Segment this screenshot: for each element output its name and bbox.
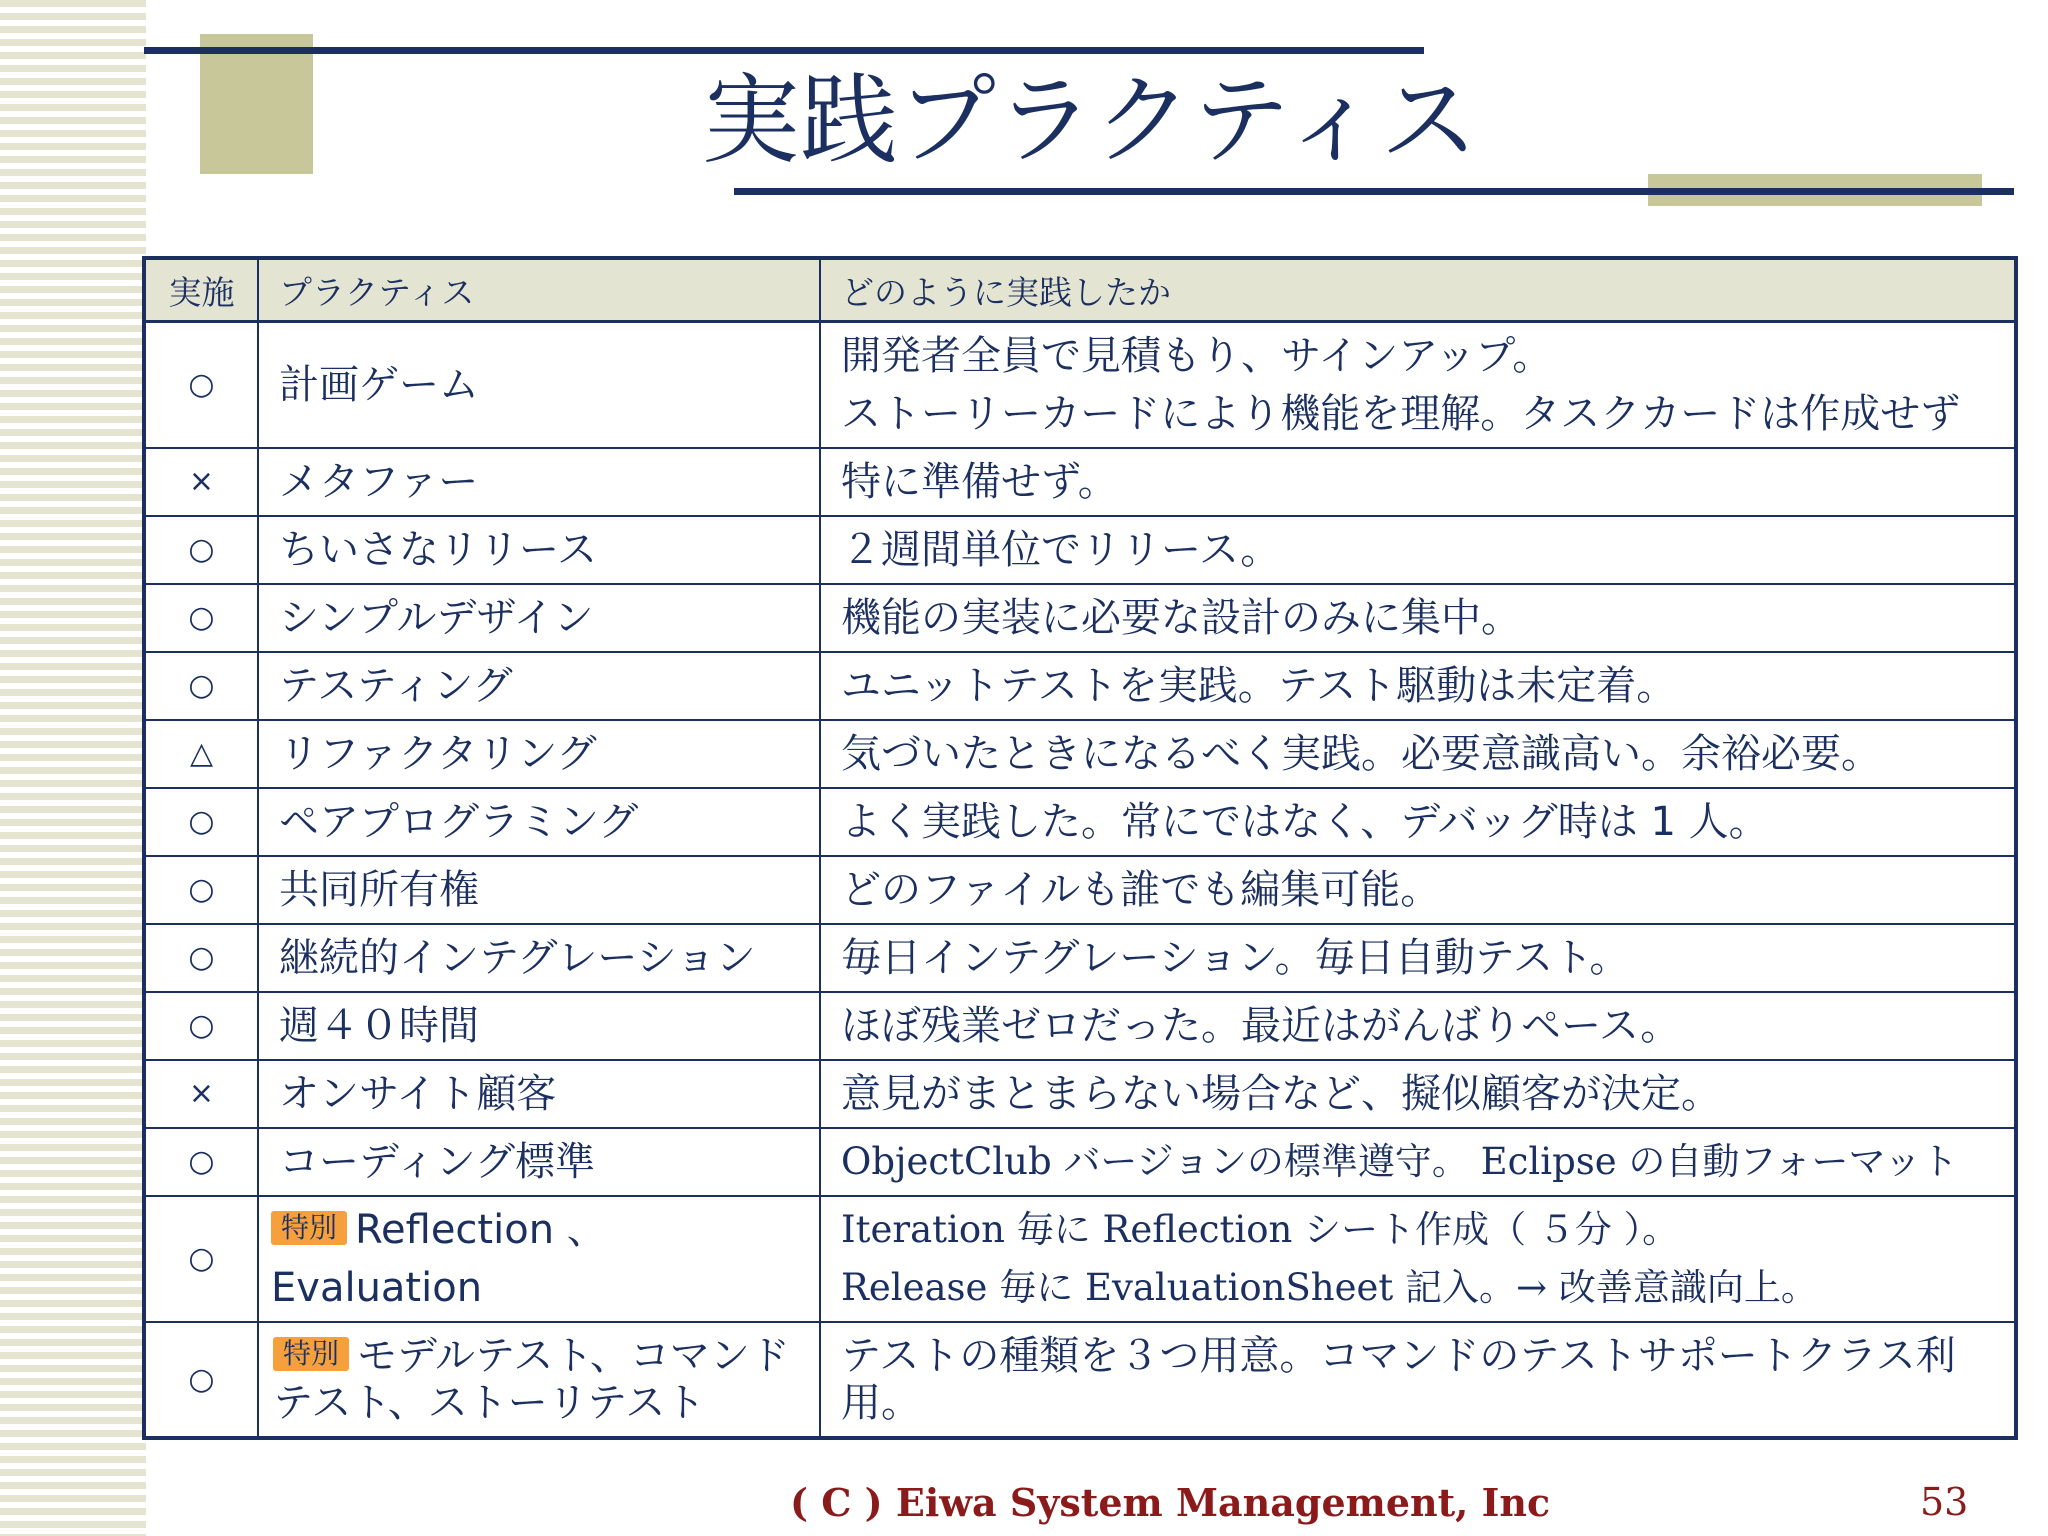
status-cell: ○ xyxy=(144,1322,258,1438)
status-cell: ○ xyxy=(144,516,258,584)
header-status: 実施 xyxy=(144,258,258,322)
practice-description: 気づいたときになるべく実践。必要意識高い。余裕必要。 xyxy=(820,720,2016,788)
practice-name: ペアプログラミング xyxy=(258,788,820,856)
slide-title: 実践プラクティス xyxy=(701,64,1479,178)
title-top-rule xyxy=(144,47,1424,54)
status-cell: ○ xyxy=(144,788,258,856)
practice-description: ほぼ残業ゼロだった。最近はがんばりペース。 xyxy=(820,992,2016,1060)
table-row xyxy=(144,788,2016,856)
table-row xyxy=(144,1128,2016,1196)
practice-name: 共同所有権 xyxy=(258,856,820,924)
practice-description: 特に準備せず。 xyxy=(820,448,2016,516)
practice-description: 機能の実装に必要な設計のみに集中。 xyxy=(820,584,2016,652)
practice-name: コーディング標準 xyxy=(258,1128,820,1196)
practice-name: リファクタリング xyxy=(258,720,820,788)
table-row xyxy=(144,516,2016,584)
title-bottom-rule xyxy=(734,188,2014,195)
practice-description: 意見がまとまらない場合など、擬似顧客が決定。 xyxy=(820,1060,2016,1128)
table-row xyxy=(144,1196,2016,1322)
practice-description: 毎日インテグレーション。毎日自動テスト。 xyxy=(820,924,2016,992)
status-cell: ○ xyxy=(144,992,258,1060)
table-row xyxy=(144,720,2016,788)
practice-name: 継続的インテグレーション xyxy=(258,924,820,992)
special-badge: 特別 xyxy=(271,1211,347,1245)
table-header-row xyxy=(144,258,2016,322)
status-cell: ○ xyxy=(144,1196,258,1322)
header-how: どのように実践したか xyxy=(820,258,2016,322)
status-cell: × xyxy=(144,448,258,516)
status-cell: △ xyxy=(144,720,258,788)
practice-name: オンサイト顧客 xyxy=(258,1060,820,1128)
header-practice: プラクティス xyxy=(258,258,820,322)
description-line: ストーリーカードにより機能を理解。タスクカードは作成せず xyxy=(841,391,1961,437)
practice-description: テストの種類を３つ用意。コマンドのテストサポートクラス利用。 xyxy=(820,1322,2016,1438)
table-row xyxy=(144,652,2016,720)
practice-name: Reflection 、 Evaluation xyxy=(271,1207,607,1311)
footer-copyright: ( C ) Eiwa System Management, Inc xyxy=(790,1480,1551,1525)
table-row xyxy=(144,322,2016,449)
left-stripe-decoration xyxy=(0,0,146,1536)
practice-name-cell xyxy=(258,1322,820,1438)
practice-name: ちいさなリリース xyxy=(258,516,820,584)
table-row xyxy=(144,992,2016,1060)
practice-name-cell xyxy=(258,1196,820,1322)
practice-name: テスティング xyxy=(258,652,820,720)
practice-name: モデルテスト、コマンドテスト、ストーリテスト xyxy=(273,1332,790,1426)
table-row xyxy=(144,1322,2016,1438)
status-cell: × xyxy=(144,1060,258,1128)
description-line: Release 毎に EvaluationSheet 記入。→ 改善意識向上。 xyxy=(841,1266,1818,1309)
practice-description: ObjectClub バージョンの標準遵守。 Eclipse の自動フォーマット xyxy=(820,1128,2016,1196)
table-row xyxy=(144,924,2016,992)
status-cell: ○ xyxy=(144,584,258,652)
status-cell: ○ xyxy=(144,1128,258,1196)
special-badge: 特別 xyxy=(273,1337,349,1371)
practice-description: どのファイルも誰でも編集可能。 xyxy=(820,856,2016,924)
practice-name: メタファー xyxy=(258,448,820,516)
practice-name: シンプルデザイン xyxy=(258,584,820,652)
description-line: Iteration 毎に Reflection シート作成（ ５分 ）。 xyxy=(841,1208,1680,1251)
practice-description xyxy=(820,1196,2016,1322)
title-decoration-square xyxy=(200,34,313,174)
practice-description: よく実践した。常にではなく、デバッグ時は 1 人。 xyxy=(820,788,2016,856)
description-line: 開発者全員で見積もり、サインアップ。 xyxy=(841,333,1553,379)
table-row xyxy=(144,1060,2016,1128)
table-row xyxy=(144,856,2016,924)
practice-description: ２週間単位でリリース。 xyxy=(820,516,2016,584)
page-number: 53 xyxy=(1920,1480,1969,1524)
status-cell: ○ xyxy=(144,652,258,720)
practice-description xyxy=(820,322,2016,449)
status-cell: ○ xyxy=(144,856,258,924)
practice-name: 週４０時間 xyxy=(258,992,820,1060)
table-row xyxy=(144,584,2016,652)
table-row xyxy=(144,448,2016,516)
practices-table xyxy=(142,256,2018,1440)
status-cell: ○ xyxy=(144,322,258,449)
status-cell: ○ xyxy=(144,924,258,992)
practice-name: 計画ゲーム xyxy=(258,322,820,449)
practice-description: ユニットテストを実践。テスト駆動は未定着。 xyxy=(820,652,2016,720)
